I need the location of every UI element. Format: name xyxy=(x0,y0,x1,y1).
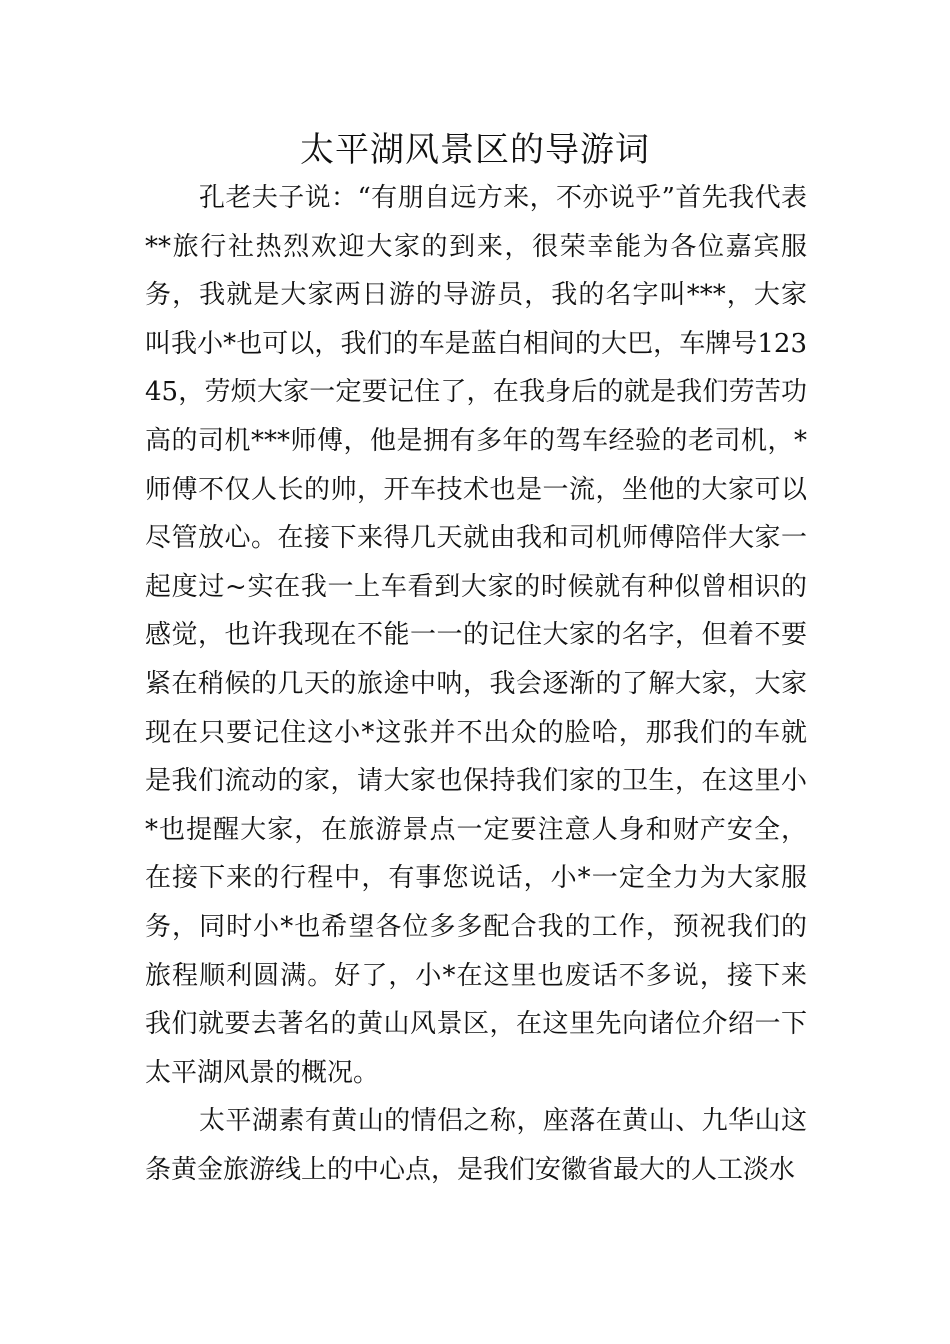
paragraph-taiping-lake: 太平湖素有黄山的情侣之称，座落在黄山、九华山这条黄金旅游线上的中心点，是我们安徽省最大的人工淡水 xyxy=(145,1106,807,1185)
document-body xyxy=(145,174,807,1194)
paragraph-intro: 孔老夫子说：“有朋自远方来，不亦说乎”首先我代表**旅行社热烈欢迎大家的到来，很荣幸能为各位嘉宾服务，我就是大家两日游的导游员，我的名字叫***，大家叫我小*也可以，我们的车是蓝白相间的大巴，车牌号12345，劳烦大家一定要记住了，在我身后的就是我们劳苦功高的司机***师傅，他是拥有多年的驾车经验的老司机，*师傅不仅人长的帅，开车技术也是一流，坐他的大家可以尽管放心。在接下来得几天就由我和司机师傅陪伴大家一起度过~实在我一上车看到大家的时候就有种似曾相识的感觉，也许我现在不能一一的记住大家的名字，但着不要紧在稍候的几天的旅途中呐，我会逐渐的了解大家，大家现在只要记住这小*这张并不出众的脸哈，那我们的车就是我们流动的家，请大家也保持我们家的卫生，在这里小*也提醒大家，在旅游景点一定要注意人身和财产安全，在接下来的行程中，有事您说话，小*一定全力为大家服务，同时小*也希望各位多多配合我的工作，预祝我们的旅程顺利圆满。好了，小*在这里也废话不多说，接下来我们就要去著名的黄山风景区，在这里先向诸位介绍一下太平湖风景的概况。 xyxy=(145,183,807,1088)
document-title: 太平湖风景区的导游词 xyxy=(300,130,650,170)
